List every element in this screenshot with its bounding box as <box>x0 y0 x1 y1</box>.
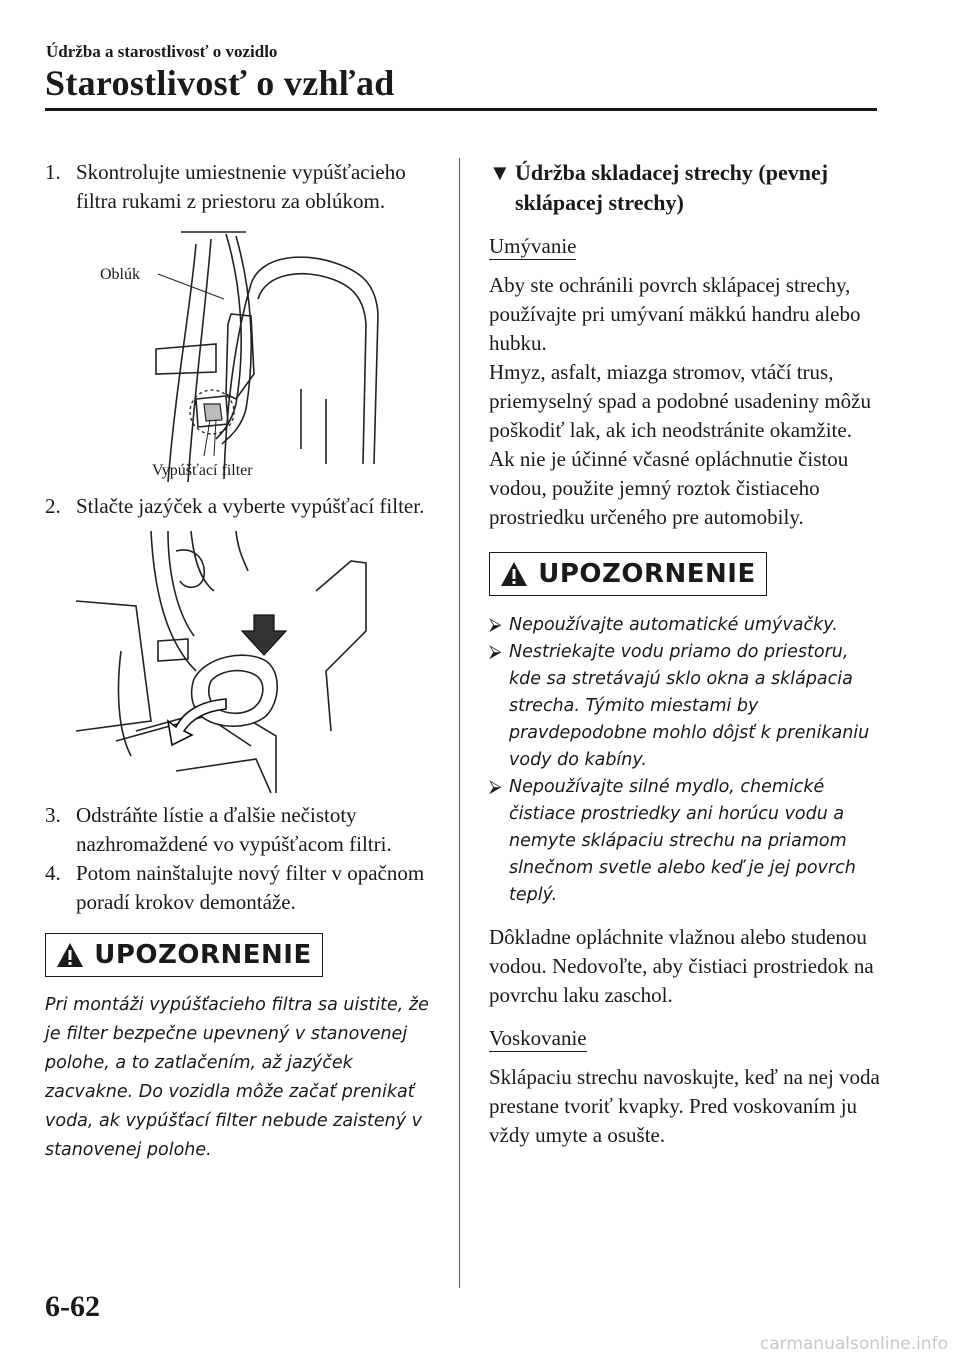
label-drain-filter: Vypúšťací filter <box>152 462 253 479</box>
caution-text: Pri montáži vypúšťacieho filtra sa uistite, že je filter bezpečne upevnený v stanovenej polohe, a to zatlačením, až jazýček zacvakne. Do vozidla môže začať prenikať voda, ak vypúšťací filter nebude zaistený v stanovenej polohe. <box>45 995 429 1160</box>
step-text: Skontrolujte umiestnenie vypúšťacieho filtra rukami z priestoru za oblúkom. <box>76 160 406 213</box>
step-3 <box>45 801 440 859</box>
list-item <box>489 639 881 774</box>
column-divider <box>459 158 460 1288</box>
figure-drain-filter-location <box>76 224 406 486</box>
caution-label: UPOZORNENIE <box>94 939 312 970</box>
rinse-paragraph: Dôkladne opláchnite vlažnou alebo studenou vodou. Nedovoľte, aby čistiaci prostriedok na povrchu laku zaschol. <box>489 925 874 1007</box>
step-number: 3. <box>45 803 61 827</box>
washing-paragraph-2: Hmyz, asfalt, miazga stromov, vtáčí trus, priemyselný spad a podobné usadeniny môžu poškodiť lak, ak ich neodstránite okamžite. Ak nie je účinné včasné opláchnutie čistou vodou, použite jemný roztok čistiaceho prostriedku určeného pre automobily. <box>489 360 871 529</box>
list-item <box>489 612 881 639</box>
press-arrow <box>242 615 286 655</box>
washing-paragraph-1: Aby ste ochránili povrch sklápacej strechy, používajte pri umývaní mäkkú handru alebo hubku. <box>489 273 861 355</box>
bullet-text: Nepoužívajte automatické umývačky. <box>509 615 838 635</box>
section-heading <box>489 158 881 218</box>
section-marker-icon: ▼ <box>489 160 511 185</box>
caution-box <box>45 933 323 977</box>
step-1 <box>45 158 440 216</box>
left-column <box>45 158 440 1165</box>
step-number: 4. <box>45 861 61 885</box>
warning-icon <box>500 561 528 587</box>
watermark: carmanualsonline.info <box>759 1334 948 1354</box>
list-item <box>489 774 881 909</box>
section-title: Údržba skladacej strechy (pevnej sklápacej strechy) <box>515 160 829 215</box>
page-number: 6-62 <box>45 1290 100 1323</box>
bullet-arrow-icon: ⮚ <box>489 777 502 797</box>
subheading-waxing: Voskovanie <box>489 1026 587 1050</box>
label-arch: Oblúk <box>100 266 140 283</box>
page-title: Starostlivosť o vzhľad <box>45 63 395 103</box>
step-number: 1. <box>45 160 61 184</box>
step-number: 2. <box>45 494 61 518</box>
header-rule <box>45 108 877 111</box>
filter-removal-illustration <box>76 531 386 793</box>
warning-icon <box>56 942 84 968</box>
step-text: Stlačte jazýček a vyberte vypúšťací filter. <box>76 494 425 518</box>
waxing-paragraph: Sklápaciu strechu navoskujte, keď na nej voda prestane tvoriť kvapky. Pred voskovaním ju vždy umyte a osušte. <box>489 1065 880 1147</box>
step-4 <box>45 859 440 917</box>
step-text: Potom nainštalujte nový filter v opačnom poradí krokov demontáže. <box>76 861 425 914</box>
bullet-arrow-icon: ⮚ <box>489 642 502 662</box>
bullet-text: Nepoužívajte silné mydlo, chemické čistiace prostriedky ani horúcu vodu a nemyte sklápaciu strechu na priamom slnečnom svetle alebo keď je jej povrch teplý. <box>509 777 856 905</box>
bullet-arrow-icon: ⮚ <box>489 615 502 635</box>
right-column <box>489 158 881 1150</box>
step-text: Odstráňte lístie a ďalšie nečistoty nazhromaždené vo vypúšťacom filtri. <box>76 803 392 856</box>
caution-bullet-list <box>489 612 881 909</box>
step-2 <box>45 492 440 521</box>
caution-label: UPOZORNENIE <box>538 558 756 589</box>
bullet-text: Nestriekajte vodu priamo do priestoru, kde sa stretávajú sklo okna a sklápacia strecha. Týmito miestami by pravdepodobne mohlo dôjsť k prenikaniu vody do kabíny. <box>509 642 870 770</box>
figure-filter-removal <box>76 531 386 793</box>
caution-box <box>489 552 767 596</box>
header-section-label: Údržba a starostlivosť o vozidlo <box>46 42 278 61</box>
subheading-washing: Umývanie <box>489 234 577 258</box>
